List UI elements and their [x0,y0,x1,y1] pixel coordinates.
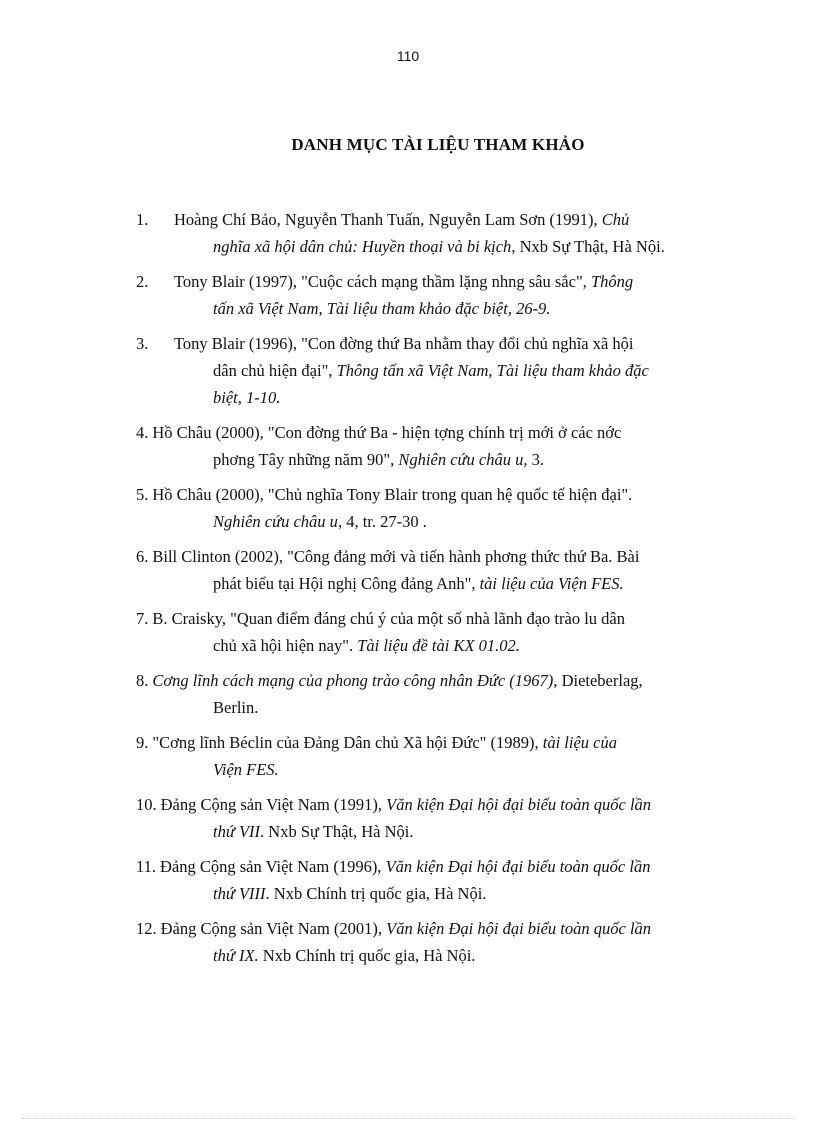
reference-title-text: Chủ [601,210,630,229]
reference-number: 4. [136,423,149,442]
reference-number: 8. [136,671,149,690]
page-number: 110 [396,48,420,64]
reference-text: dân chủ hiện đại", [213,361,333,380]
reference-item-5 [136,481,740,535]
reference-title-text: nghĩa xã hội dân chủ: Huyền thoại và bi kịch [213,237,512,256]
reference-tail-text: , 3. [523,450,544,469]
reference-author-text: Hoàng Chí Bảo, Nguyễn Thanh Tuấn, Nguyễn Lam Sơn (1991), [174,210,598,229]
reference-title-text: thứ VIII [213,884,266,903]
reference-title-text: Viện FES. [213,760,279,779]
reference-title-text: tấn xã Việt Nam, Tài liệu tham khảo đặc biệt, 26-9. [213,299,551,318]
reference-title-text: thứ IX. [213,946,259,965]
reference-title-text: Thông tấn xã Việt Nam, Tài liệu tham khảo đặc [336,361,649,380]
footer-divider [22,1118,794,1119]
reference-author-text: Đảng Cộng sản Việt Nam (1991), [160,795,383,814]
reference-number: 10. [136,795,157,814]
page-title: DANH MỤC TÀI LIỆU THAM KHẢO [291,135,585,154]
reference-number: 11. [136,857,157,876]
reference-author-text: Bill Clinton (2002), "Công đảng mới và tiến hành phơng thức thứ Ba. Bài [152,547,640,566]
reference-title-text: biệt, 1-10. [213,388,281,407]
reference-item-4 [136,419,740,473]
reference-number: 6. [136,547,149,566]
reference-author-text: Tony Blair (1997), "Cuộc cách mạng thầm lặng nhng sâu sắc", [174,272,587,291]
reference-title-text: Văn kiện Đại hội đại biểu toàn quốc lần [386,919,652,938]
reference-author-text: "Cơng lĩnh Béclin của Đảng Dân chủ Xã hội Đức" (1989), [152,733,539,752]
reference-number: 5. [136,485,149,504]
reference-text: chủ xã hội hiện nay". [213,636,354,655]
reference-item-3 [136,330,740,411]
reference-number: 3. [136,334,149,353]
reference-number: 1. [136,210,149,229]
reference-publisher-text: . Nxb Chính trị quốc gia, Hà Nội. [265,884,487,903]
reference-item-7 [136,605,740,659]
reference-item-10 [136,791,740,845]
reference-number: 2. [136,272,149,291]
reference-item-8 [136,667,740,721]
reference-text: Berlin. [213,698,259,717]
reference-title-text: Nghiên cứu châu u [398,450,524,469]
reference-item-2 [136,268,740,322]
reference-item-1 [136,206,740,260]
reference-author-text: Đảng Cộng sản Việt Nam (2001), [160,919,383,938]
reference-author-text: Hồ Châu (2000), "Chủ nghĩa Tony Blair trong quan hệ quốc tế hiện đại". [152,485,633,504]
reference-author-text: Đảng Cộng sản Việt Nam (1996), [160,857,382,876]
reference-title-text: tài liệu của Viện FES. [479,574,624,593]
reference-item-11 [136,853,740,907]
reference-number: 9. [136,733,149,752]
reference-item-6 [136,543,740,597]
reference-publisher-text: . Nxb Sự Thật, Hà Nội. [260,822,414,841]
reference-text: phát biểu tại Hội nghị Công đảng Anh", [213,574,476,593]
reference-title-text: Thông [590,272,634,291]
reference-tail-text: , 4, tr. 27-30 . [337,512,427,531]
reference-title-text: Tài liệu đề tài KX 01.02. [357,636,520,655]
reference-title-text: tài liệu của [542,733,617,752]
reference-title-text: Nghiên cứu châu u [213,512,338,531]
reference-publisher-text: , Nxb Sự Thật, Hà Nội. [511,237,665,256]
reference-author-text: Hồ Châu (2000), "Con đờng thứ Ba - hiện tợng chính trị mới ở các nớc [152,423,622,442]
reference-title-text: thứ VII [213,822,261,841]
reference-item-9 [136,729,740,783]
reference-author-text: B. Craisky, "Quan điểm đáng chú ý của một số nhà lãnh đạo trào lu dân [152,609,625,628]
reference-number: 12. [136,919,157,938]
reference-publisher-text: Dieteberlag, [561,671,643,690]
reference-title-text: Văn kiện Đại hội đại biểu toàn quốc lần [386,795,652,814]
reference-author-text: Tony Blair (1996), "Con đờng thứ Ba nhằm thay đổi chủ nghĩa xã hội [174,334,634,353]
reference-number: 7. [136,609,149,628]
reference-text: phơng Tây những năm 90", [213,450,395,469]
reference-item-12 [136,915,740,969]
reference-publisher-text: Nxb Chính trị quốc gia, Hà Nội. [258,946,476,965]
reference-title-text: Cơng lĩnh cách mạng của phong trào công nhân Đức (1967), [152,671,558,690]
reference-title-text: Văn kiện Đại hội đại biểu toàn quốc lần [385,857,651,876]
reference-list [136,206,740,977]
